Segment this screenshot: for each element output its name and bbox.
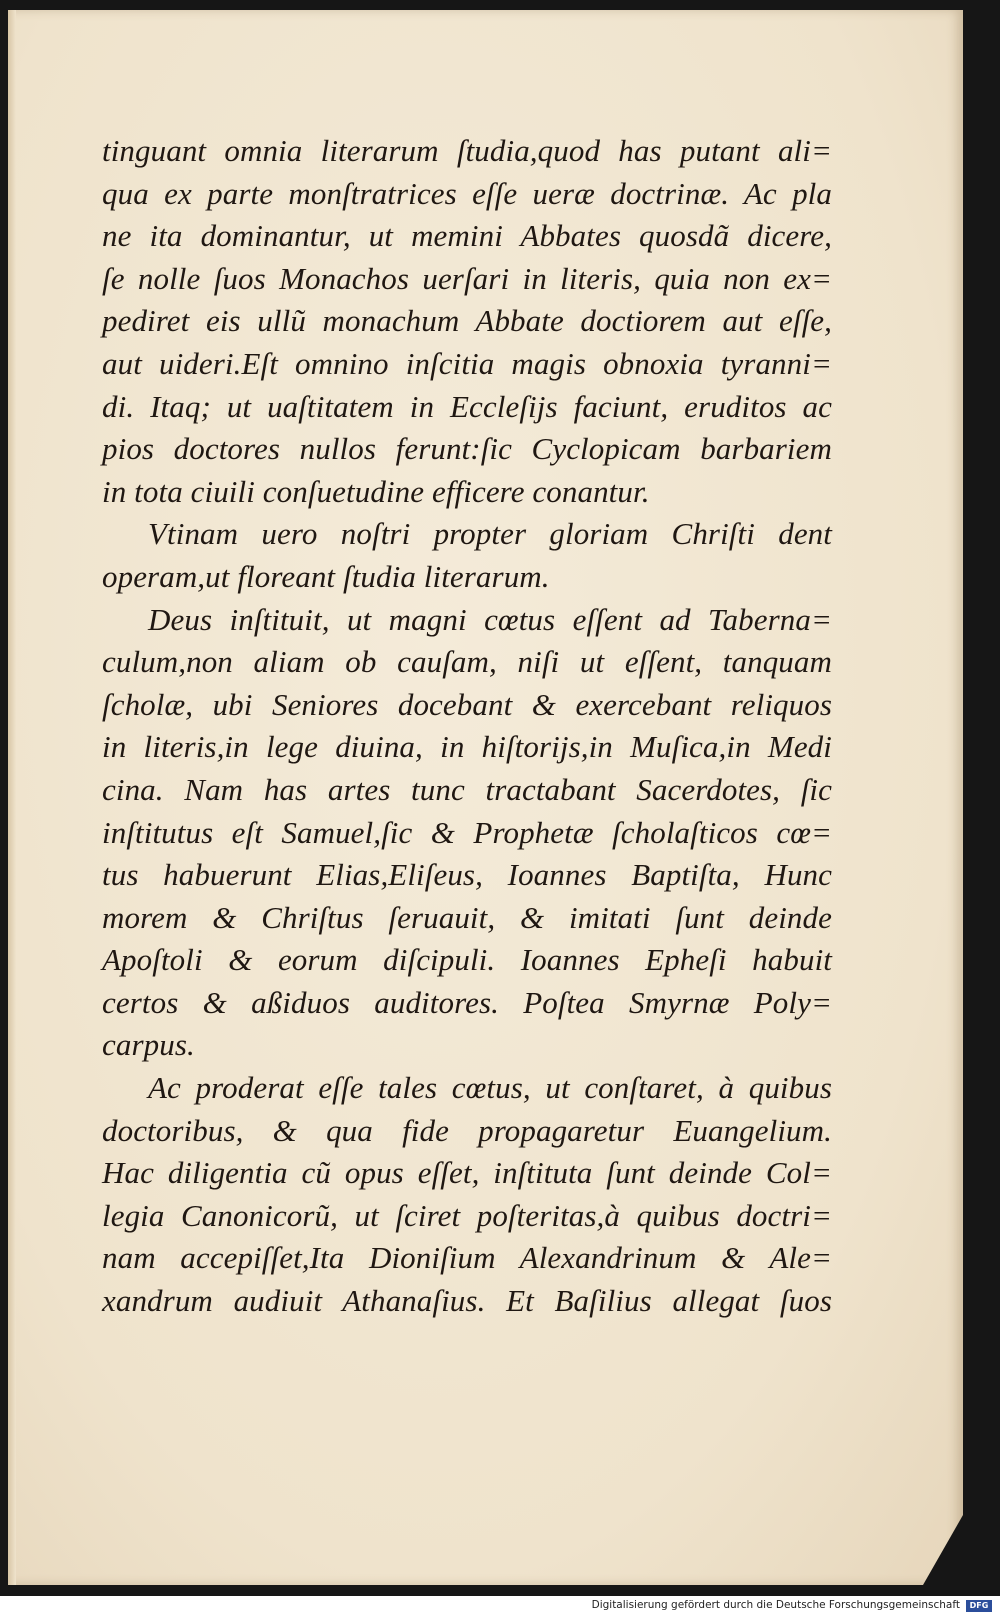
- book-page: [8, 10, 963, 1585]
- text-line: inſtitutus eſt Samuel,ſic & Prophetæ ſcholaſticos cœ=: [102, 814, 832, 850]
- text-line: in literis,in lege diuina, in hiſtorijs,in Muſica,in Medi: [102, 729, 832, 765]
- text-line: pios doctores nullos ferunt:ſic Cyclopicam barbariem: [102, 431, 832, 467]
- text-line: Vtinam uero noſtri propter gloriam Chriſti dent: [148, 516, 832, 552]
- text-line: operam,ut floreant ſtudia literarum.: [102, 558, 550, 594]
- text-line: legia Canonicorũ, ut ſciret poſteritas,à quibus doctri=: [102, 1197, 832, 1233]
- text-line: doctoribus, & qua fide propagaretur Euangelium.: [102, 1112, 832, 1148]
- page-text: [102, 130, 832, 1323]
- digitization-footer: [0, 1596, 1000, 1616]
- text-line: Deus inſtituit, ut magni cœtus eſſent ad Taberna=: [148, 601, 832, 637]
- text-line: Hac diligentia cũ opus eſſet, inſtituta ſunt deinde Col=: [102, 1155, 832, 1191]
- text-line: certos & aßiduos auditores. Poſtea Smyrnæ Poly=: [102, 984, 832, 1020]
- text-line: culum,non aliam ob cauſam, niſi ut eſſent, tanquam: [102, 644, 832, 680]
- text-line: qua ex parte monſtratrices eſſe ueræ doctrinæ. Ac pla: [102, 175, 832, 211]
- page-corner-fold: [923, 1515, 963, 1585]
- text-line: aut uideri.Eſt omnino inſcitia magis obnoxia tyranni=: [102, 345, 832, 381]
- text-line: carpus.: [102, 1027, 195, 1063]
- text-line: ſe nolle ſuos Monachos uerſari in literis, quia non ex=: [102, 260, 832, 296]
- text-line: ſcholæ, ubi Seniores docebant & exercebant reliquos: [102, 686, 832, 722]
- text-line: morem & Chriſtus ſeruauit, & imitati ſunt deinde: [102, 899, 832, 935]
- text-line: tinguant omnia literarum ſtudia,quod has putant ali=: [102, 133, 832, 168]
- text-line: di. Itaq; ut uaſtitatem in Eccleſijs faciunt, eruditos ac: [102, 388, 832, 424]
- text-line: cina. Nam has artes tunc tractabant Sacerdotes, ſic: [102, 771, 832, 807]
- text-line: pediret eis ullũ monachum Abbate doctiorem aut eſſe,: [102, 303, 832, 339]
- text-line: Apoſtoli & eorum diſcipuli. Ioannes Epheſi habuit: [102, 942, 832, 978]
- text-line: tus habuerunt Elias,Eliſeus, Ioannes Baptiſta, Hunc: [102, 857, 832, 893]
- text-line: ne ita dominantur, ut memini Abbates quosdã dicere,: [102, 218, 832, 254]
- dfg-logo: DFG: [966, 1600, 992, 1612]
- text-line: in tota ciuili conſuetudine efficere conantur.: [102, 473, 650, 509]
- page-gutter-edge: [8, 10, 16, 1585]
- text-line: xandrum audiuit Athanaſius. Et Baſilius allegat ſuos: [102, 1283, 832, 1319]
- text-line: nam accepiſſet,Ita Dioniſium Alexandrinum & Ale=: [102, 1240, 832, 1276]
- funding-credit: Digitalisierung gefördert durch die Deutsche Forschungsgemeinschaft: [591, 1599, 960, 1611]
- text-line: Ac proderat eſſe tales cœtus, ut conſtaret, à quibus: [148, 1070, 832, 1106]
